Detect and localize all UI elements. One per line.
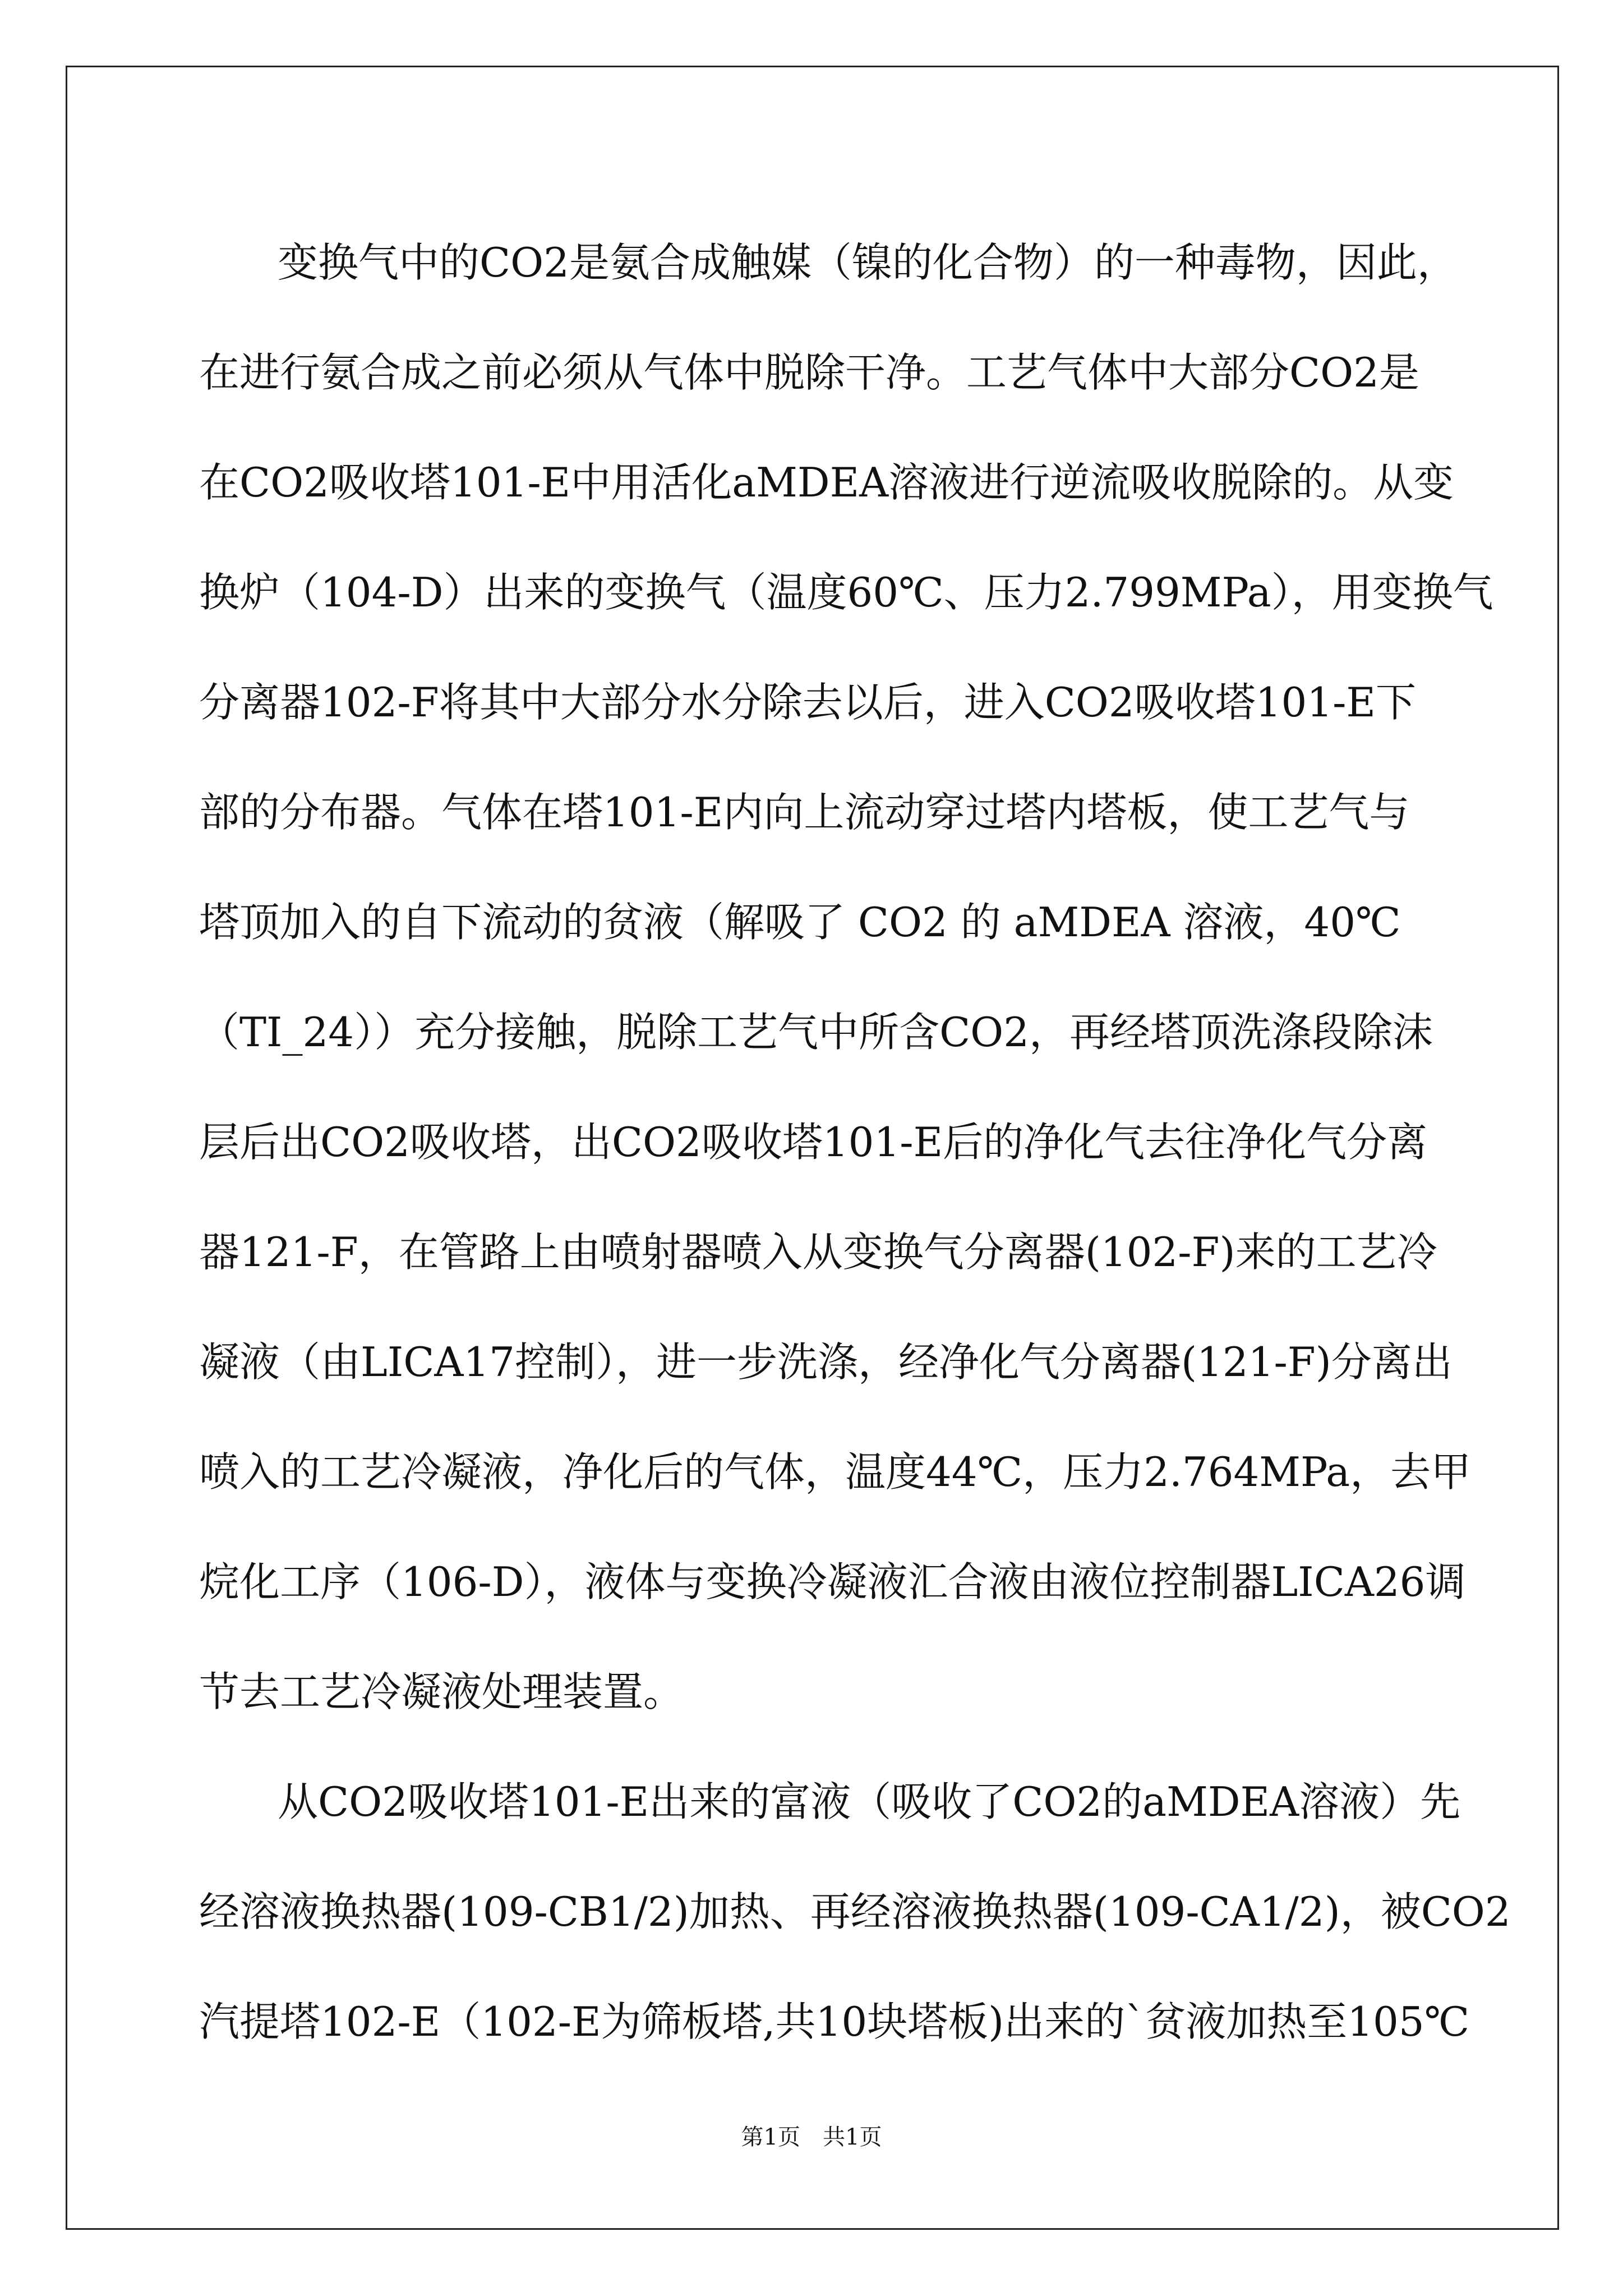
paragraph-1-line-14: 节去工艺冷凝液处理装置。 — [199, 1668, 684, 1715]
paragraph-1-line-6: 部的分布器。气体在塔101-E内向上流动穿过塔内塔板，使工艺气与 — [199, 789, 1410, 836]
paragraph-1-line-8: （TI_24））充分接触，脱除工艺气中所含CO2，再经塔顶洗涤段除沫 — [199, 1009, 1433, 1056]
paragraph-1-line-2: 在进行氨合成之前必须从气体中脱除干净。工艺气体中大部分CO2是 — [199, 349, 1419, 396]
paragraph-1-line-13: 烷化工序（106-D），液体与变换冷凝液汇合液由液位控制器LICA26调 — [199, 1558, 1466, 1605]
paragraph-1-line-4: 换炉（104-D）出来的变换气（温度60℃、压力2.799MPa），用变换气 — [199, 569, 1493, 616]
paragraph-2-line-2: 经溶液换热器(109-CB1/2)加热、再经溶液换热器(109-CA1/2)，被CO2 — [199, 1888, 1511, 1935]
paragraph-1-line-11: 凝液（由LICA17控制），进一步洗涤，经净化气分离器(121-F)分离出 — [199, 1338, 1453, 1386]
paragraph-1-line-10: 器121-F，在管路上由喷射器喷入从变换气分离器(102-F)来的工艺冷 — [199, 1228, 1437, 1276]
paragraph-1-line-12: 喷入的工艺冷凝液，净化后的气体，温度44℃，压力2.764MPa，去甲 — [199, 1448, 1472, 1496]
paragraph-1-line-5: 分离器102-F将其中大部分水分除去以后，进入CO2吸收塔101-E下 — [199, 679, 1416, 726]
paragraph-1-line-1: 变换气中的CO2是氨合成触媒（镍的化合物）的一种毒物，因此， — [278, 239, 1458, 286]
document-body — [199, 208, 1511, 2077]
paragraph-1-line-7: 塔顶加入的自下流动的贫液（解吸了 CO2 的 aMDEA 溶液，40℃ — [199, 899, 1401, 946]
paragraph-1-line-3: 在CO2吸收塔101-E中用活化aMDEA溶液进行逆流吸收脱除的。从变 — [199, 459, 1454, 506]
paragraph-1-line-9: 层后出CO2吸收塔，出CO2吸收塔101-E后的净化气去往净化气分离 — [199, 1119, 1428, 1166]
paragraph-2-line-3: 汽提塔102-E（102-E为筛板塔,共10块塔板)出来的`贫液加热至105℃ — [199, 1998, 1470, 2045]
paragraph-2-line-1: 从CO2吸收塔101-E出来的富液（吸收了CO2的aMDEA溶液）先 — [278, 1778, 1461, 1825]
page-footer: 第1页 共1页 — [741, 2124, 882, 2150]
